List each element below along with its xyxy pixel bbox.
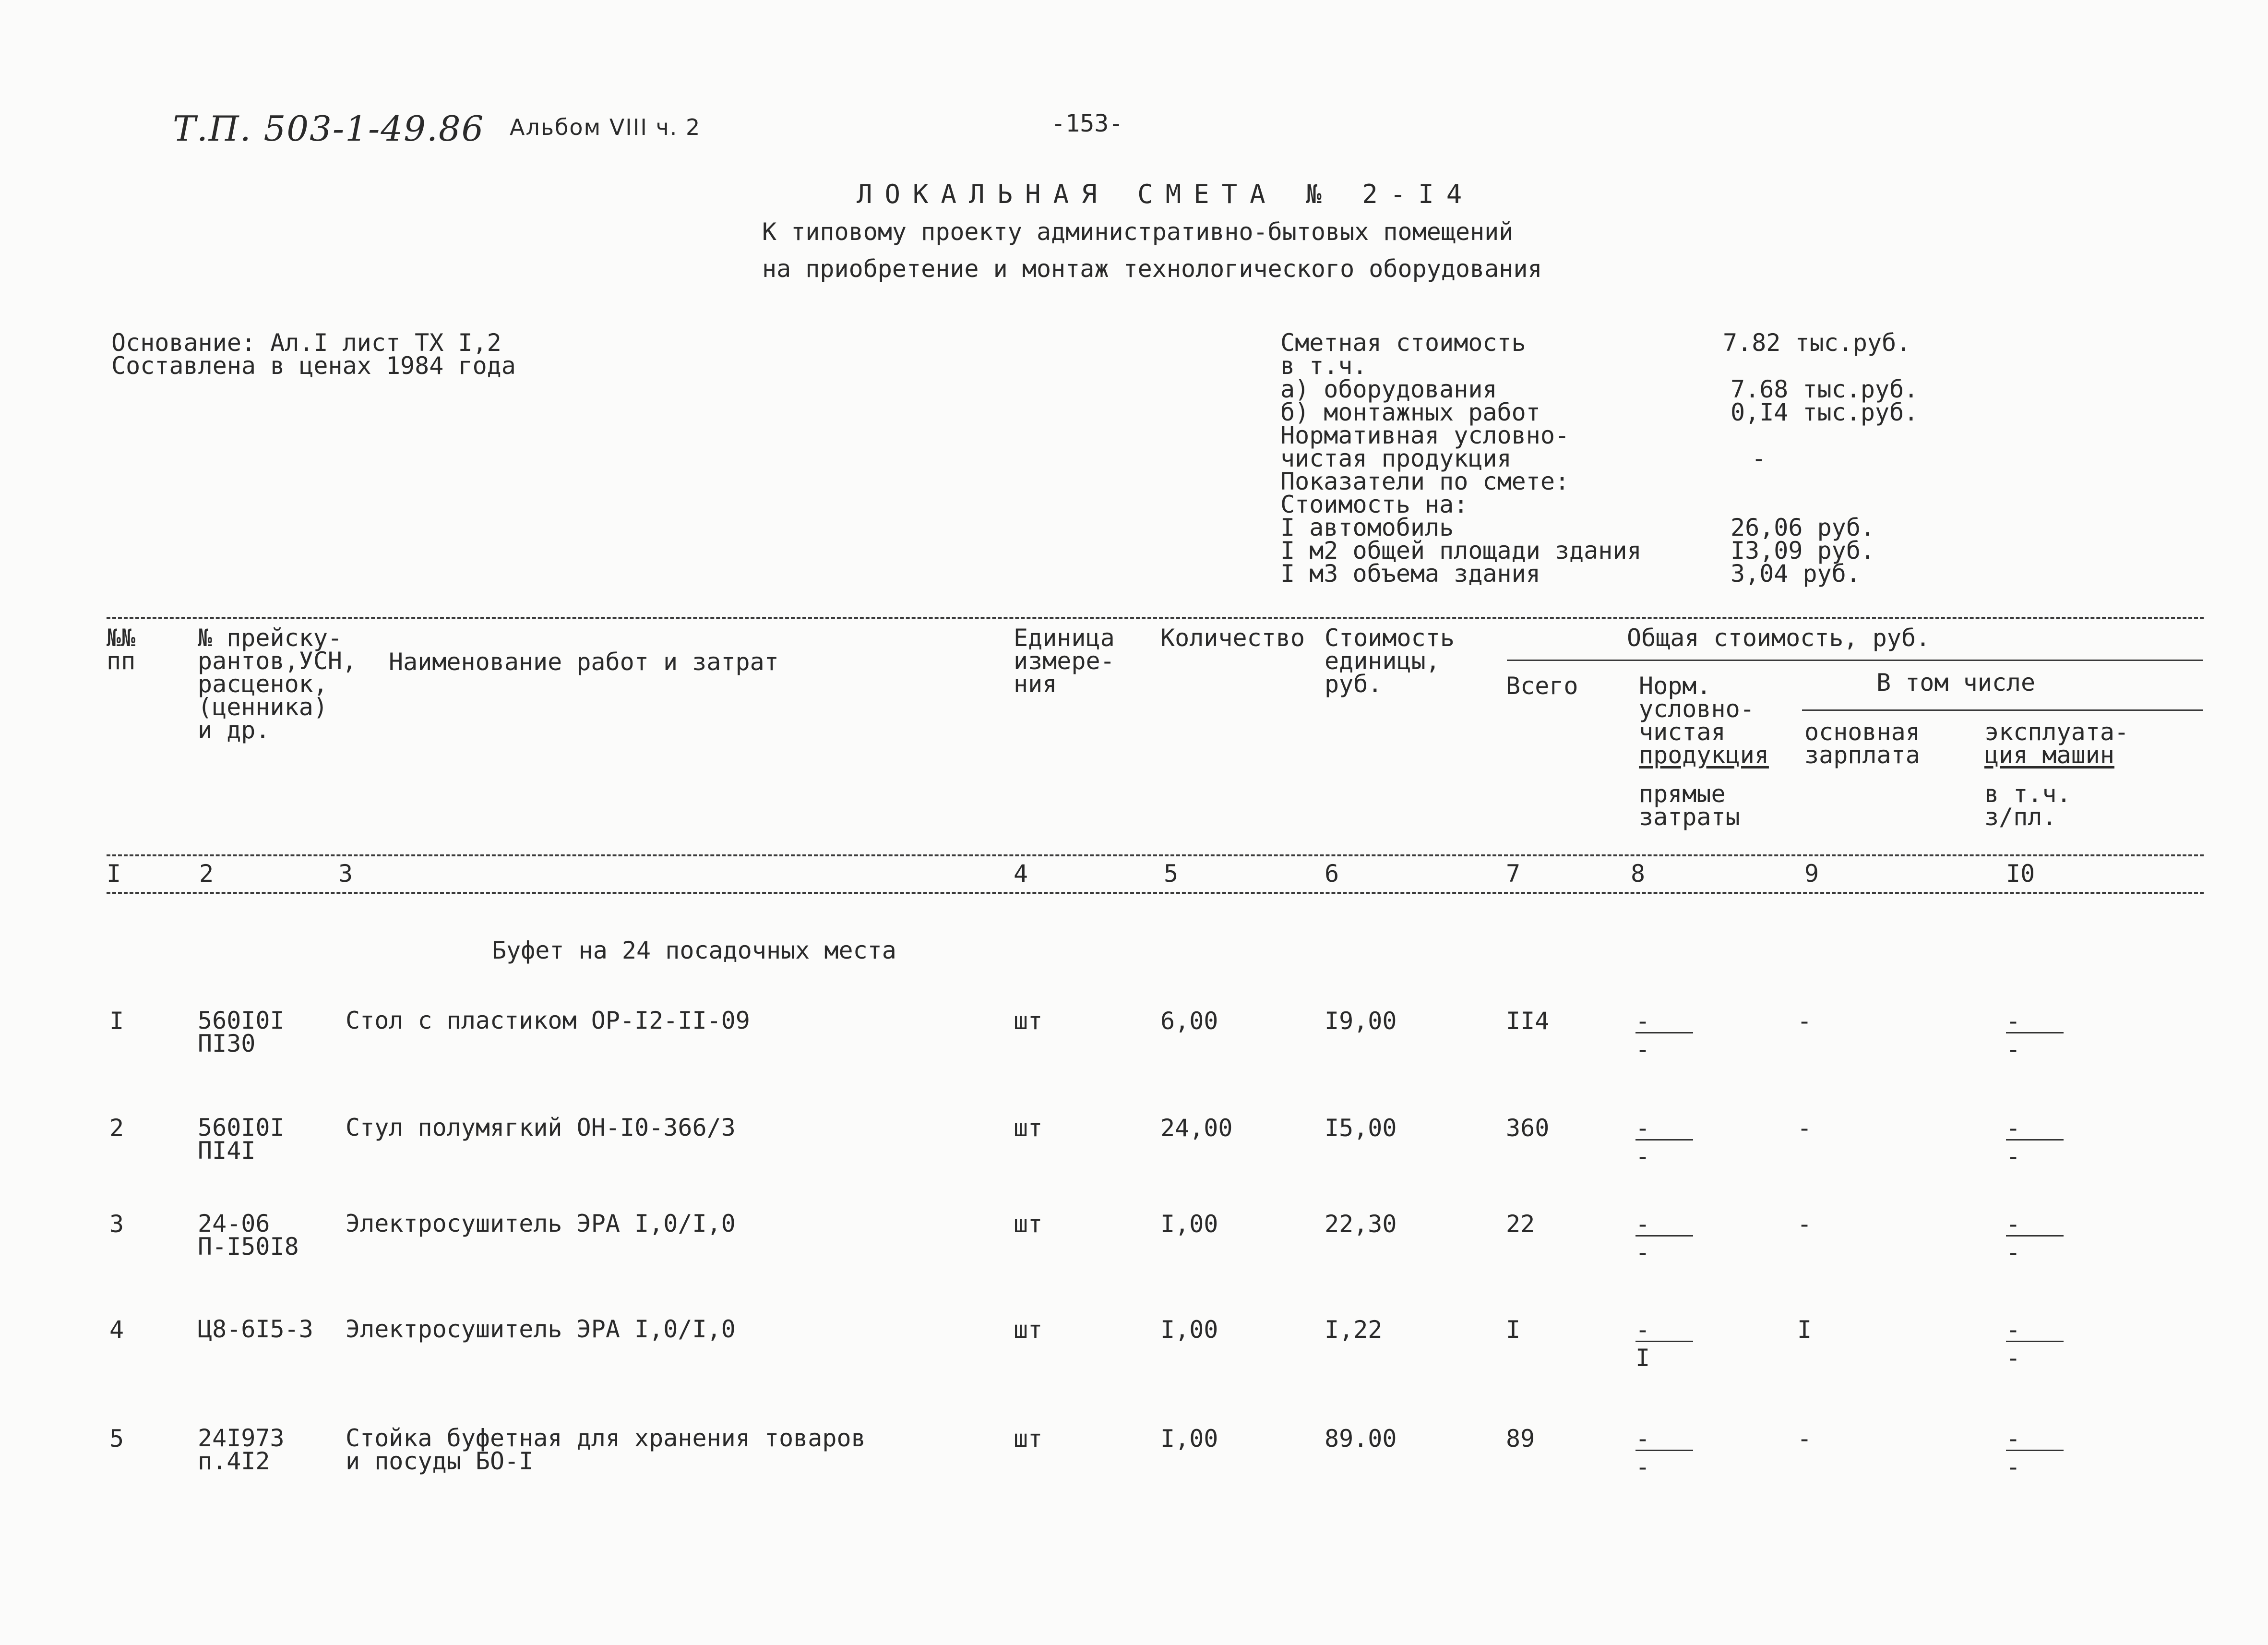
column-number: 3 xyxy=(338,860,353,888)
row-pricelist-code: 24-06 П-I50I8 xyxy=(198,1210,299,1261)
page-number: -153- xyxy=(1051,109,1123,137)
summary-label: чистая продукция xyxy=(1280,444,1512,472)
header-norm-net-product: Норм. условно- чистая xyxy=(1639,672,1755,746)
basis-line-1: Основание: Ал.I лист ТХ I,2 xyxy=(111,329,501,357)
header-row-number: №№ пп xyxy=(107,624,136,675)
column-number: 7 xyxy=(1506,860,1521,888)
header-total-cost-group: Общая стоимость, руб. xyxy=(1627,624,1931,652)
summary-label: Сметная стоимость xyxy=(1280,329,1526,357)
header-direct-costs: прямые затраты xyxy=(1639,780,1740,831)
title-subtitle-1: К типовому проекту административно-бытовых помещений xyxy=(762,218,1514,246)
summary-label: б) монтажных работ xyxy=(1280,398,1540,426)
header-unit: Единица измере- ния xyxy=(1014,624,1115,698)
row-unit-cost: I,22 xyxy=(1325,1316,1383,1344)
row-pricelist-code: Ц8-6I5-3 xyxy=(198,1315,313,1343)
row-unit-cost: I5,00 xyxy=(1325,1114,1397,1142)
summary-label: Нормативная условно- xyxy=(1280,421,1570,449)
column-number: I0 xyxy=(2006,860,2035,888)
section-title: Буфет на 24 посадочных места xyxy=(492,937,896,964)
row-norm-net-product: - - xyxy=(1635,1116,1693,1168)
row-machine-operation: - - xyxy=(2006,1116,2064,1168)
row-work-name: Электросушитель ЭРА I,0/I,0 xyxy=(346,1210,736,1237)
header-machine-operation-ul: ция машин xyxy=(1984,741,2114,769)
summary-label: I м3 объема здания xyxy=(1280,560,1540,588)
summary-label: Стоимость на: xyxy=(1280,491,1468,518)
header-including: В том числе xyxy=(1876,669,2036,696)
row-unit: шт xyxy=(1014,1007,1043,1035)
row-total: 89 xyxy=(1506,1425,1535,1453)
row-quantity: 24,00 xyxy=(1160,1114,1233,1142)
summary-value: 3,04 руб. xyxy=(1731,560,1861,588)
summary-value: 26,06 руб. xyxy=(1731,514,1875,541)
header-incl-salary: в т.ч. з/пл. xyxy=(1984,780,2071,831)
row-machine-operation: - - xyxy=(2006,1318,2064,1370)
row-unit-cost: I9,00 xyxy=(1325,1007,1397,1035)
row-pricelist-code: 560I0I ПI30 xyxy=(198,1007,285,1057)
row-number: 5 xyxy=(109,1425,124,1453)
row-unit-cost: 89.00 xyxy=(1325,1425,1397,1453)
column-number: 4 xyxy=(1014,860,1028,888)
summary-value: 7.82 тыс.руб. xyxy=(1723,329,1911,357)
row-base-salary: - xyxy=(1797,1114,1812,1142)
row-quantity: I,00 xyxy=(1160,1210,1218,1238)
row-number: 4 xyxy=(109,1316,124,1344)
row-total: 360 xyxy=(1506,1114,1550,1142)
row-pricelist-code: 24I973 п.4I2 xyxy=(198,1424,285,1475)
row-unit: шт xyxy=(1014,1316,1043,1344)
row-total: II4 xyxy=(1506,1007,1550,1035)
summary-label: а) оборудования xyxy=(1280,375,1497,403)
header-quantity: Количество xyxy=(1160,624,1305,652)
row-number: I xyxy=(109,1007,124,1035)
row-unit: шт xyxy=(1014,1425,1043,1453)
document-code: Т.П. 503-1-49.86 xyxy=(173,108,485,149)
header-norm-net-product-ul: продукция xyxy=(1639,741,1769,769)
row-base-salary: I xyxy=(1797,1316,1812,1344)
header-bottom-rule xyxy=(107,854,2204,856)
row-work-name: Стойка буфетная для хранения товаров и посуды БО-I xyxy=(346,1424,866,1475)
header-group-rule xyxy=(1507,660,2203,661)
row-number: 3 xyxy=(109,1210,124,1238)
summary-value: I3,09 руб. xyxy=(1731,537,1875,564)
basis-line-2: Составлена в ценах 1984 года xyxy=(111,352,516,380)
title-subtitle-2: на приобретение и монтаж технологического оборудования xyxy=(762,255,1542,283)
summary-value: 0,I4 тыс.руб. xyxy=(1731,398,1919,426)
row-norm-net-product: - - xyxy=(1635,1212,1693,1264)
row-total: I xyxy=(1506,1316,1521,1344)
column-number: 2 xyxy=(199,860,214,888)
row-machine-operation: - - xyxy=(2006,1427,2064,1479)
row-quantity: I,00 xyxy=(1160,1425,1218,1453)
row-base-salary: - xyxy=(1797,1210,1812,1238)
header-base-salary: основная зарплата xyxy=(1804,718,1920,769)
row-machine-operation: - - xyxy=(2006,1009,2064,1061)
row-machine-operation: - - xyxy=(2006,1212,2064,1264)
summary-value: - xyxy=(1752,444,1767,472)
header-top-rule xyxy=(107,617,2204,619)
row-quantity: 6,00 xyxy=(1160,1007,1218,1035)
row-unit: шт xyxy=(1014,1210,1043,1238)
row-norm-net-product: - I xyxy=(1635,1318,1693,1370)
column-number: 8 xyxy=(1631,860,1646,888)
row-quantity: I,00 xyxy=(1160,1316,1218,1344)
album-label: Альбом VIII ч. 2 xyxy=(510,114,701,140)
row-work-name: Электросушитель ЭРА I,0/I,0 xyxy=(346,1315,736,1343)
column-number: 9 xyxy=(1804,860,1819,888)
row-base-salary: - xyxy=(1797,1007,1812,1035)
row-unit: шт xyxy=(1014,1114,1043,1142)
header-machine-operation: эксплуата- xyxy=(1984,718,2129,746)
row-work-name: Стул полумягкий ОН-I0-366/3 xyxy=(346,1114,736,1141)
row-base-salary: - xyxy=(1797,1425,1812,1453)
header-unit-cost: Стоимость единицы, руб. xyxy=(1325,624,1455,698)
column-number: 6 xyxy=(1325,860,1339,888)
row-norm-net-product: - - xyxy=(1635,1009,1693,1061)
summary-label: I автомобиль xyxy=(1280,514,1454,541)
summary-label: в т.ч. xyxy=(1280,352,1367,380)
column-numbers-rule xyxy=(107,892,2204,894)
column-number: 5 xyxy=(1164,860,1179,888)
header-pricelist-code: № прейску- рантов,УСН, расценок, (ценника) и др. xyxy=(198,624,357,744)
row-norm-net-product: - - xyxy=(1635,1427,1693,1479)
row-pricelist-code: 560I0I ПI4I xyxy=(198,1114,285,1165)
header-work-name: Наименование работ и затрат xyxy=(389,648,779,676)
column-number: I xyxy=(107,860,121,888)
summary-label: I м2 общей площади здания xyxy=(1280,537,1642,564)
document-title: ЛОКАЛЬНАЯ СМЕТА № 2-I4 xyxy=(857,179,1475,209)
header-including-rule xyxy=(1802,709,2203,711)
row-work-name: Стол с пластиком ОР-I2-II-09 xyxy=(346,1007,750,1034)
row-number: 2 xyxy=(109,1114,124,1142)
summary-value: 7.68 тыс.руб. xyxy=(1731,375,1919,403)
header-total: Всего xyxy=(1506,672,1578,700)
row-total: 22 xyxy=(1506,1210,1535,1238)
row-unit-cost: 22,30 xyxy=(1325,1210,1397,1238)
summary-label: Показатели по смете: xyxy=(1280,468,1570,495)
